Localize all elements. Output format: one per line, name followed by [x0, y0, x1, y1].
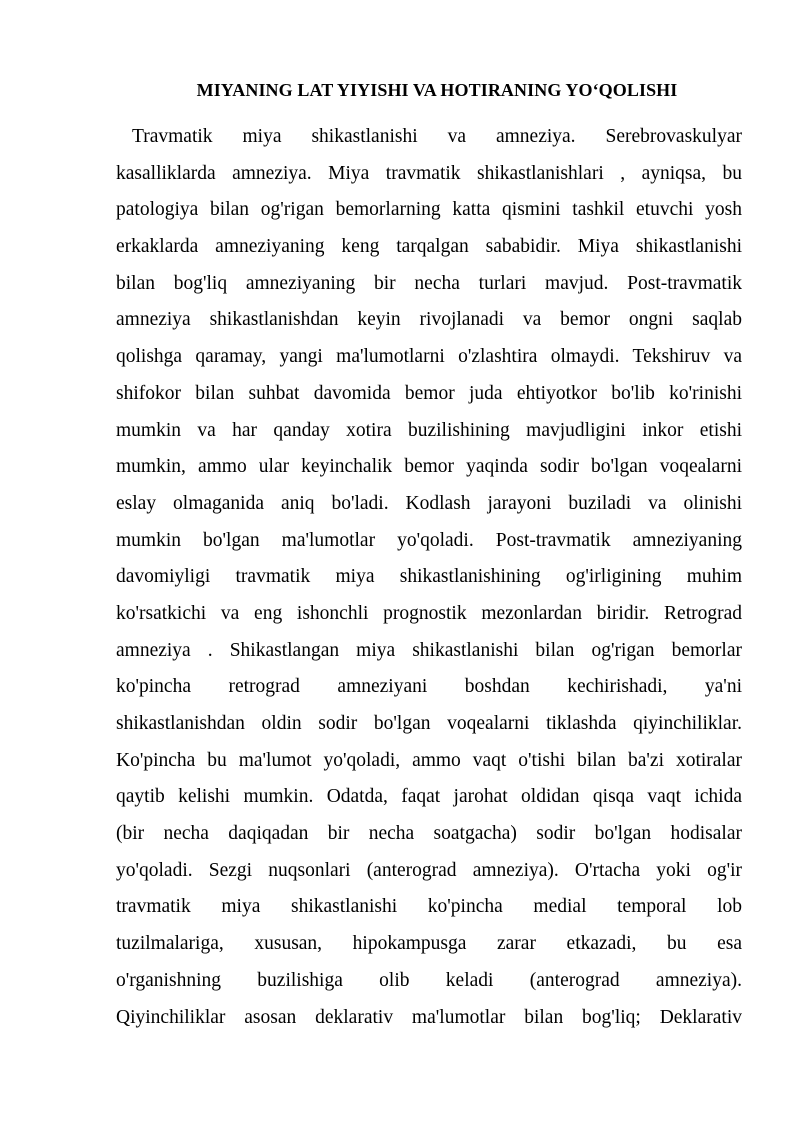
body-paragraph	[116, 119, 742, 1036]
text-line: shifokor bilan suhbat davomida bemor juda ehtiyotkor bo'lib ko'rinishi	[116, 382, 742, 404]
text-line: shikastlanishdan oldin sodir bo'lgan voqealarni tiklashda qiyinchiliklar.	[116, 713, 742, 734]
text-line: amneziya shikastlanishdan keyin rivojlanadi va bemor ongni saqlab	[116, 309, 742, 331]
text-line: amneziya . Shikastlangan miya shikastlanishi bilan og'rigan bemorlar	[116, 639, 742, 661]
text-line: o'rganishning buzilishiga olib keladi (anterograd amneziya).	[116, 969, 742, 991]
text-line: yo'qoladi. Sezgi nuqsonlari (anterograd amneziya). O'rtacha yoki og'ir	[116, 859, 742, 881]
text-line: Qiyinchiliklar asosan deklarativ ma'lumotlar bilan bog'liq; Deklarativ	[116, 1006, 742, 1028]
text-line: bilan bog'liq amneziyaning bir necha turlari mavjud. Post-travmatik	[116, 272, 742, 294]
text-line: davomiyligi travmatik miya shikastlanishining og'irligining muhim	[116, 566, 742, 588]
text-line: patologiya bilan og'rigan bemorlarning katta qismini tashkil etuvchi yosh	[116, 199, 742, 221]
text-line: qaytib kelishi mumkin. Odatda, faqat jarohat oldidan qisqa vaqt ichida	[116, 786, 742, 808]
text-line: mumkin va har qanday xotira buzilishining mavjudligini inkor etishi	[116, 419, 742, 441]
document-title: MIYANING LAT YIYISHI VA HOTIRANING YO‘QOLISHI	[196, 80, 678, 100]
text-line: kasalliklarda amneziya. Miya travmatik shikastlanishlari , ayniqsa, bu	[116, 162, 742, 184]
text-line: qolishga qaramay, yangi ma'lumotlarni o'zlashtira olmaydi. Tekshiruv va	[116, 346, 742, 368]
text-line: travmatik miya shikastlanishi ko'pincha medial temporal lob	[116, 896, 742, 918]
text-line: (bir necha daqiqadan bir necha soatgacha) sodir bo'lgan hodisalar	[116, 823, 742, 845]
text-line: Ko'pincha bu ma'lumot yo'qoladi, ammo vaqt o'tishi bilan ba'zi xotiralar	[116, 749, 742, 771]
text-line: mumkin bo'lgan ma'lumotlar yo'qoladi. Post-travmatik amneziyaning	[116, 529, 742, 551]
text-line: Travmatik miya shikastlanishi va amneziya. Serebrovaskulyar	[132, 126, 742, 147]
text-line: eslay olmaganida aniq bo'ladi. Kodlash jarayoni buziladi va olinishi	[116, 492, 742, 514]
text-line: ko'pincha retrograd amneziyani boshdan kechirishadi, ya'ni	[116, 676, 742, 698]
text-line: erkaklarda amneziyaning keng tarqalgan sababidir. Miya shikastlanishi	[116, 236, 742, 258]
text-line: mumkin, ammo ular keyinchalik bemor yaqinda sodir bo'lgan voqealarni	[116, 456, 742, 478]
text-line: ko'rsatkichi va eng ishonchli prognostik mezonlardan biridir. Retrograd	[116, 602, 742, 624]
text-line: tuzilmalariga, xususan, hipokampusga zarar etkazadi, bu esa	[116, 933, 742, 955]
